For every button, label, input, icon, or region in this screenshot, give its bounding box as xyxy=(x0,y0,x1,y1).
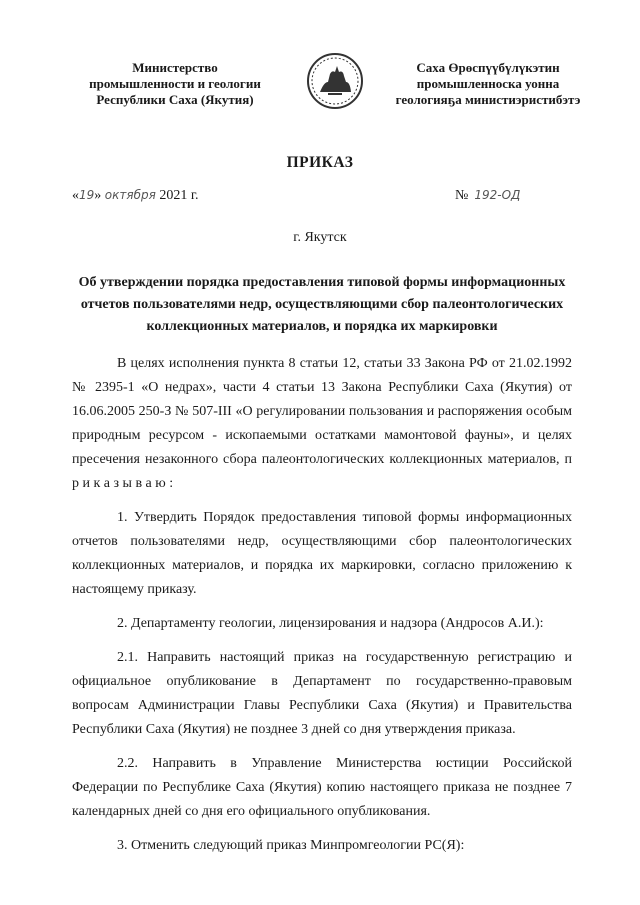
date-month-handwritten: октября xyxy=(104,188,156,202)
order-body xyxy=(72,352,572,858)
date-quote-open: « xyxy=(72,188,79,203)
city: г. Якутск xyxy=(293,230,347,245)
paragraph-item-2-1: 2.1. Направить настоящий приказ на государственную регистрацию и официальное опубликование в Департамент по государственно-правовым вопросам Администрации Главы Республики Саха (Якутия) и Правительства Республики Саха (Якутия) не позднее 3 дней со дня утверждения приказа. xyxy=(72,650,572,737)
number-value-handwritten: 192-ОД xyxy=(474,188,521,202)
ministry-line: геологияҕа министиэристибэтэ xyxy=(395,92,581,107)
paragraph-preamble: В целях исполнения пункта 8 статьи 12, статьи 33 Закона РФ от 21.02.1992 № 2395-1 «О недрах», части 4 статьи 13 Закона Республики Саха (Якутия) от 16.06.2005 250-З № 507-III «О регулировании пользования и распоряжения особым природным ресурсом - ископаемыми остатками мамонтовой фауны», и целях пресечения незаконного сбора палеонтологических коллекционных материалов, п р и к а з ы в а ю : xyxy=(72,356,572,491)
date-day-handwritten: 19 xyxy=(79,188,95,202)
ministry-line: Министерство xyxy=(132,60,218,75)
ministry-name-russian xyxy=(70,60,280,108)
paragraph-item-2: 2. Департаменту геологии, лицензирования и надзора (Андросов А.И.): xyxy=(117,616,544,631)
ministry-name-yakut xyxy=(378,60,598,108)
ministry-line: Саха Өрөспүүбүлүкэтин xyxy=(416,60,560,75)
ministry-line: промышленности и геологии xyxy=(89,76,261,91)
paragraph-item-3: 3. Отменить следующий приказ Минпромгеологии РС(Я): xyxy=(117,838,465,853)
date-quote-close: » xyxy=(94,188,102,203)
ministry-line: Республики Саха (Якутия) xyxy=(96,92,254,107)
order-subject: Об утверждении порядка предоставления типовой формы информационных отчетов пользователями недр, осуществляющими сбор палеонтологических коллекционных материалов, и порядка их маркировки xyxy=(78,275,566,334)
document-title: ПРИКАЗ xyxy=(286,154,354,171)
number-label: № xyxy=(455,188,469,203)
paragraph-item-1: 1. Утвердить Порядок предоставления типовой формы информационных отчетов пользователями недр, осуществляющими сбор палеонтологических коллекционных материалов, и порядка их маркировки, согласно приложению к настоящему приказу. xyxy=(72,510,572,597)
paragraph-item-2-2: 2.2. Направить в Управление Министерства юстиции Российской Федерации по Республике Саха (Якутия) копию настоящего приказа не позднее 7 календарных дней со дня его официального опубликования. xyxy=(72,756,572,819)
order-date xyxy=(72,188,199,204)
ministry-line: промышленноска уонна xyxy=(416,76,560,91)
order-number xyxy=(455,188,520,204)
date-year: 2021 г. xyxy=(159,188,199,203)
sakha-republic-emblem-icon xyxy=(306,52,364,110)
